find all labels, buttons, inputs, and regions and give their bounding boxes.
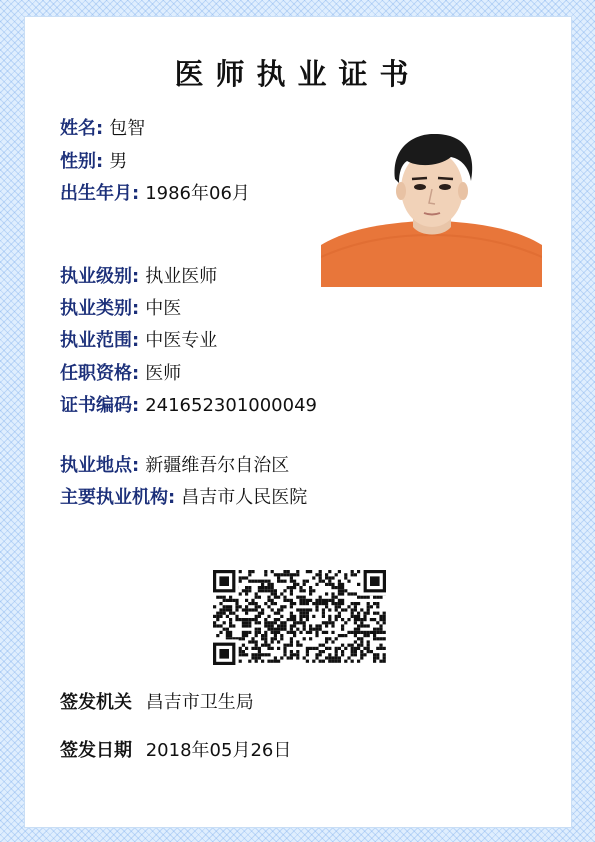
field-scope: [60, 330, 217, 352]
field-cert-no: [60, 395, 317, 417]
field-label: 性别: [60, 151, 96, 172]
field-level: [60, 266, 217, 288]
field-label: 证书编码: [60, 395, 132, 416]
field-institution: [60, 487, 307, 509]
field-colon: :: [132, 330, 140, 351]
qr-code[interactable]: [213, 570, 386, 665]
qr-code-icon: [213, 570, 386, 665]
field-birth: [60, 182, 312, 206]
field-qualification: [60, 363, 181, 385]
page-title: 医师执业证书: [174, 57, 421, 91]
field-label: 执业地点: [60, 455, 132, 476]
field-label: 执业范围: [60, 330, 132, 351]
field-value: 男: [109, 151, 128, 172]
field-label: 执业级别: [60, 266, 132, 287]
issue-date-value: 2018年05月26日: [145, 740, 292, 761]
field-colon: :: [132, 363, 140, 384]
field-colon: :: [168, 487, 176, 508]
field-colon: :: [132, 395, 140, 416]
field-value: 包智: [109, 118, 146, 139]
field-value: 1986年06月: [145, 183, 250, 204]
field-value: 执业医师: [145, 266, 218, 287]
field-label: 任职资格: [60, 363, 132, 384]
field-colon: :: [132, 455, 140, 476]
issuer-label: 签发机关: [60, 692, 132, 713]
field-name: [60, 118, 145, 140]
field-value: 中医: [145, 298, 182, 319]
issuer-line: [60, 692, 254, 714]
field-colon: :: [96, 151, 104, 172]
field-label: 姓名: [60, 118, 96, 139]
field-label: 执业类别: [60, 298, 132, 319]
holder-photo: [321, 127, 542, 287]
field-label: 主要执业机构: [60, 487, 168, 508]
field-colon: :: [132, 298, 140, 319]
field-value: 中医专业: [145, 330, 218, 351]
field-value: 新疆维吾尔自治区: [145, 455, 290, 476]
field-colon: :: [132, 183, 140, 204]
field-label: 出生年月: [60, 183, 132, 204]
issue-date-line: [60, 740, 291, 762]
field-gender: [60, 151, 127, 173]
field-category: [60, 298, 181, 320]
field-value: 医师: [145, 363, 182, 384]
portrait-illustration: [321, 127, 542, 287]
field-value: 昌吉市人民医院: [181, 487, 308, 508]
field-location: [60, 455, 289, 477]
issue-date-label: 签发日期: [60, 740, 132, 761]
field-value: 241652301000049: [145, 395, 317, 416]
field-colon: :: [132, 266, 140, 287]
field-colon: :: [96, 118, 104, 139]
issuer-value: 昌吉市卫生局: [145, 692, 254, 713]
